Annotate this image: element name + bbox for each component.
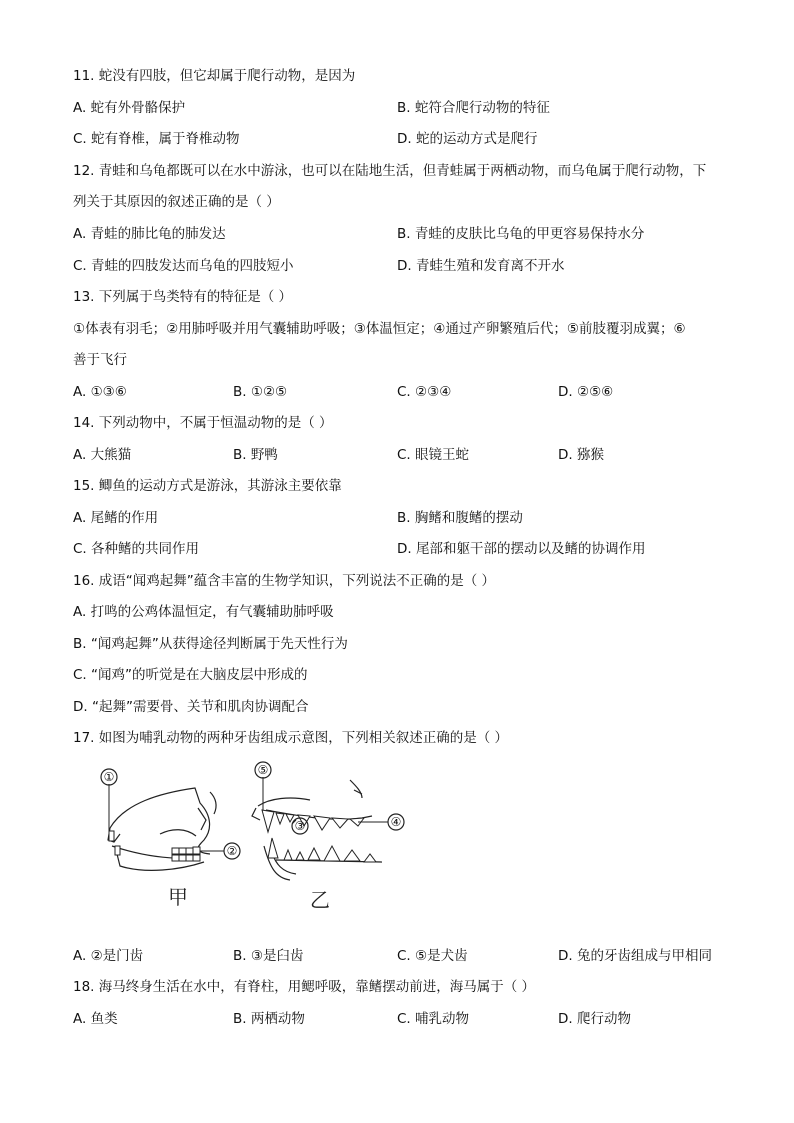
- marker-3: ③: [294, 819, 306, 833]
- upper-teeth-yi: [262, 810, 364, 832]
- q17-option-a: A. ②是门齿: [73, 948, 144, 964]
- q13-option-c: C. ②③④: [397, 384, 452, 400]
- q12-stem-line1: 12. 青蛙和乌龟都既可以在水中游泳，也可以在陆地生活，但青蛙属于两栖动物，而乌龟属于爬行动物，下: [73, 163, 707, 179]
- jaw-yi: [252, 780, 382, 880]
- q14-stem: 14. 下列动物中，不属于恒温动物的是（ ）: [73, 415, 333, 431]
- figure-label-yi: 乙: [310, 888, 330, 912]
- q17-option-b: B. ③是臼齿: [233, 948, 304, 964]
- q16-option-a: A. 打鸣的公鸡体温恒定，有气囊辅助肺呼吸: [73, 604, 334, 620]
- q15-option-c: C. 各种鳍的共同作用: [73, 541, 200, 557]
- q16-stem: 16. 成语“闻鸡起舞”蕴含丰富的生物学知识，下列说法不正确的是（ ）: [73, 573, 496, 589]
- teeth-diagram: [100, 758, 430, 918]
- q18-stem: 18. 海马终身生活在水中，有脊柱，用鳃呼吸，靠鳍摆动前进，海马属于（ ）: [73, 979, 536, 995]
- q12-option-a: A. 青蛙的肺比龟的肺发达: [73, 226, 226, 242]
- q15-option-d: D. 尾部和躯干部的摆动以及鳍的协调作用: [397, 541, 646, 557]
- q15-option-a: A. 尾鳍的作用: [73, 510, 159, 526]
- q15-stem: 15. 鲫鱼的运动方式是游泳，其游泳主要依靠: [73, 478, 342, 494]
- q14-option-b: B. 野鸭: [233, 447, 278, 463]
- q13-stem: 13. 下列属于鸟类特有的特征是（ ）: [73, 289, 293, 305]
- q16-option-d: D. “起舞”需要骨、关节和肌肉协调配合: [73, 699, 309, 715]
- q13-option-b: B. ①②⑤: [233, 384, 288, 400]
- q15-option-b: B. 胸鳍和腹鳍的摆动: [397, 510, 523, 526]
- q11-stem: 11. 蛇没有四肢，但它却属于爬行动物，是因为: [73, 68, 356, 84]
- q14-option-c: C. 眼镜王蛇: [397, 447, 470, 463]
- molar-teeth-jia: [172, 847, 200, 861]
- q16-option-b: B. “闻鸡起舞”从获得途径判断属于先天性行为: [73, 636, 348, 652]
- q13-statements-line1: ①体表有羽毛；②用肺呼吸并用气囊辅助呼吸；③体温恒定；④通过产卵繁殖后代；⑤前肢覆羽成翼；⑥: [73, 321, 686, 337]
- incisor-teeth-jia: [109, 831, 120, 855]
- marker-5: ⑤: [257, 763, 269, 777]
- q13-option-a: A. ①③⑥: [73, 384, 127, 400]
- lower-teeth-yi: [268, 838, 376, 862]
- q11-option-a: A. 蛇有外骨骼保护: [73, 100, 186, 116]
- q13-option-d: D. ②⑤⑥: [558, 384, 614, 400]
- marker-1: ①: [103, 770, 115, 784]
- q18-option-b: B. 两栖动物: [233, 1011, 305, 1027]
- q11-option-d: D. 蛇的运动方式是爬行: [397, 131, 538, 147]
- q16-option-c: C. “闻鸡”的听觉是在大脑皮层中形成的: [73, 667, 308, 683]
- q18-option-d: D. 爬行动物: [558, 1011, 631, 1027]
- q14-option-a: A. 大熊猫: [73, 447, 132, 463]
- q18-option-c: C. 哺乳动物: [397, 1011, 470, 1027]
- q17-option-d: D. 兔的牙齿组成与甲相同: [558, 948, 712, 964]
- q18-option-a: A. 鱼类: [73, 1011, 118, 1027]
- q12-stem-line2: 列关于其原因的叙述正确的是（ ）: [73, 194, 280, 210]
- q17-option-c: C. ⑤是犬齿: [397, 948, 468, 964]
- q12-option-b: B. 青蛙的皮肤比乌龟的甲更容易保持水分: [397, 226, 645, 242]
- q14-option-d: D. 猕猴: [558, 447, 604, 463]
- q12-option-d: D. 青蛙生殖和发育离不开水: [397, 258, 565, 274]
- q13-statements-line2: 善于飞行: [73, 352, 127, 368]
- q12-option-c: C. 青蛙的四肢发达而乌龟的四肢短小: [73, 258, 294, 274]
- q11-option-c: C. 蛇有脊椎，属于脊椎动物: [73, 131, 240, 147]
- q11-option-b: B. 蛇符合爬行动物的特征: [397, 100, 550, 116]
- q17-stem: 17. 如图为哺乳动物的两种牙齿组成示意图，下列相关叙述正确的是（ ）: [73, 730, 509, 746]
- figure-label-jia: 甲: [168, 885, 188, 909]
- marker-2: ②: [226, 844, 238, 858]
- marker-4: ④: [390, 815, 402, 829]
